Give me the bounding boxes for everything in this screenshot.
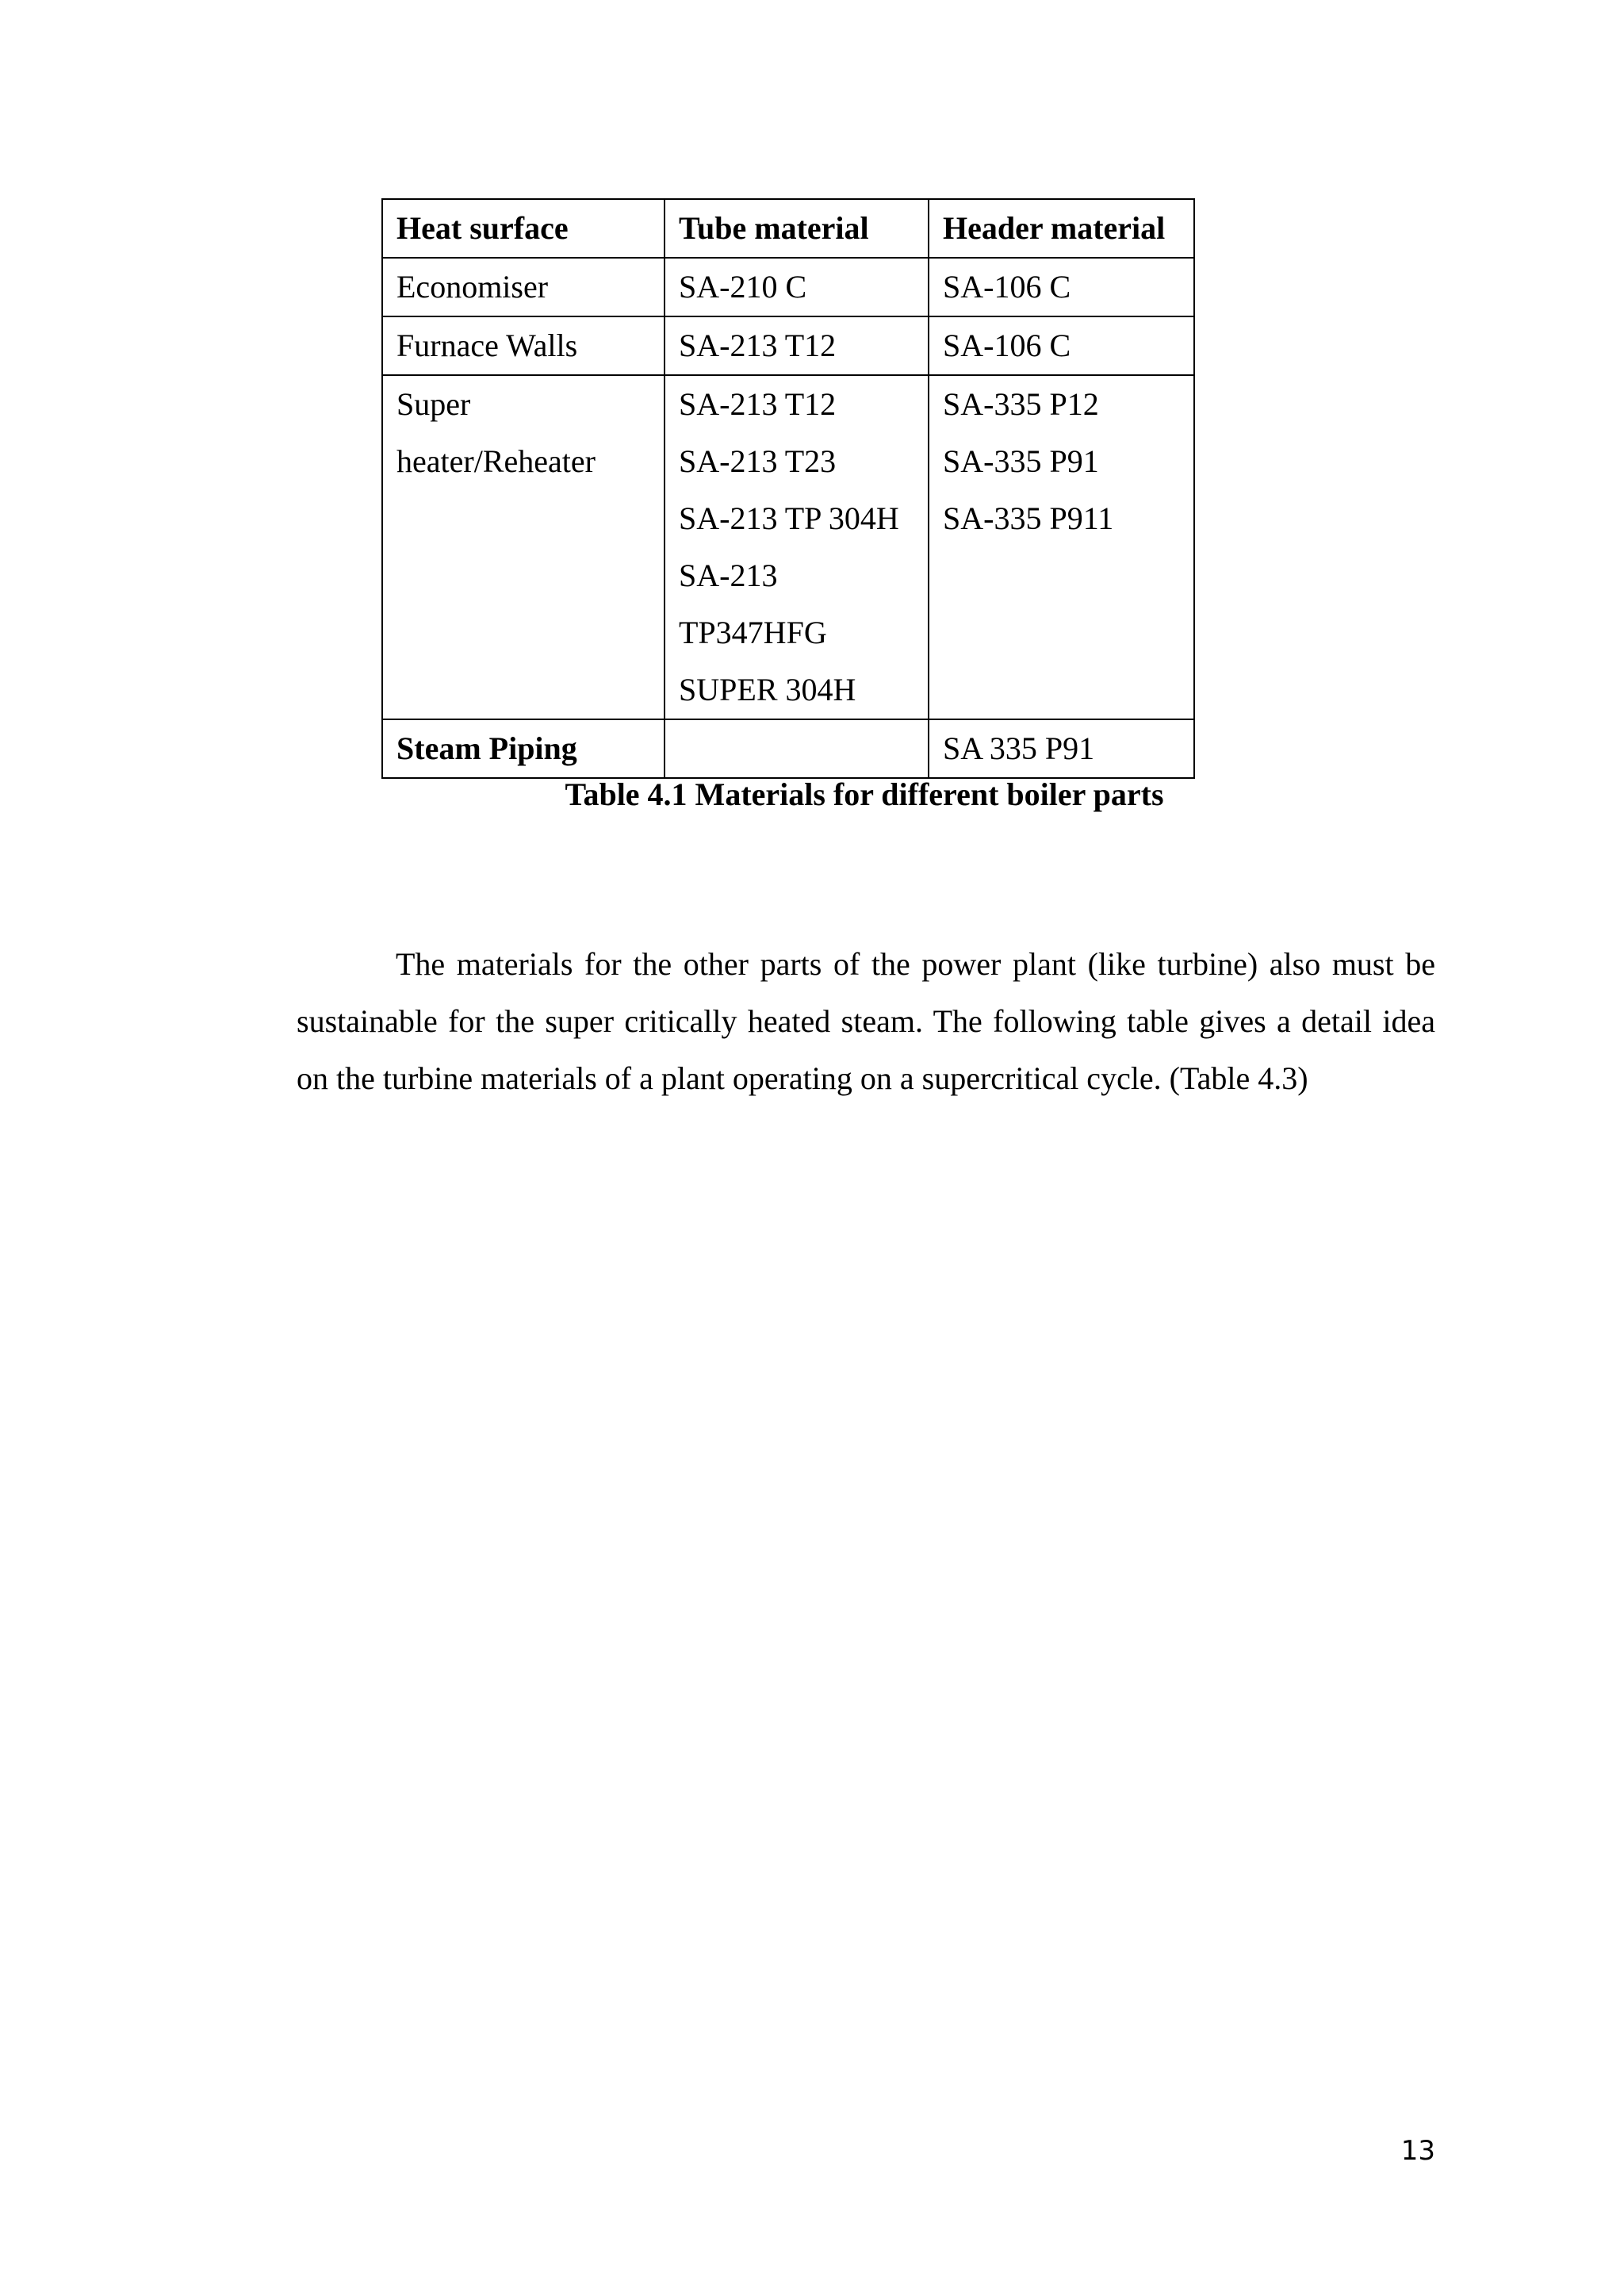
table-row (382, 316, 1194, 375)
cell-heat-surface (382, 719, 665, 778)
cell-text: Economiser (396, 269, 549, 305)
cell-header-material (929, 719, 1194, 778)
cell-tube-material (665, 719, 929, 778)
cell-heat-surface (382, 316, 665, 375)
cell-text: SA-213 T12 (679, 328, 837, 363)
cell-text: heater/Reheater (396, 443, 596, 479)
cell-text: SA-210 C (679, 269, 807, 305)
cell-text: Furnace Walls (396, 328, 578, 363)
cell-text: SA-213 TP 304H (679, 500, 899, 536)
header-header-material: Header material (929, 199, 1194, 258)
cell-text: TP347HFG (679, 615, 827, 650)
cell-text (679, 720, 928, 777)
cell-text: SA-335 P12 (943, 386, 1099, 422)
table-header-row (382, 199, 1194, 258)
cell-text: SA-106 C (943, 269, 1071, 305)
table-row (382, 375, 1194, 719)
header-heat-surface: Heat surface (382, 199, 665, 258)
cell-heat-surface (382, 258, 665, 316)
cell-heat-surface (382, 375, 665, 719)
cell-text: SUPER 304H (679, 672, 856, 707)
cell-tube-material (665, 316, 929, 375)
cell-text: SA 335 P91 (943, 730, 1095, 766)
cell-header-material (929, 375, 1194, 719)
cell-text: SA-106 C (943, 328, 1071, 363)
cell-tube-material (665, 375, 929, 719)
cell-text: SA-213 T23 (679, 443, 837, 479)
cell-text: SA-213 (679, 558, 778, 593)
table-row (382, 258, 1194, 316)
header-tube-material: Tube material (665, 199, 929, 258)
cell-tube-material (665, 258, 929, 316)
body-paragraph: The materials for the other parts of the power plant (like turbine) also must be sustainable for the super critically heated steam. The following table gives a detail idea on the turbine materials of a plant operating on a supercritical cycle. (Table 4.3) (297, 946, 1435, 1096)
cell-header-material (929, 316, 1194, 375)
page-number: 13 (1400, 2135, 1435, 2167)
cell-text: SA-335 P91 (943, 443, 1099, 479)
table-row (382, 719, 1194, 778)
cell-text: Super (396, 386, 471, 422)
cell-text: Steam Piping (396, 730, 577, 766)
cell-text: SA-335 P911 (943, 500, 1114, 536)
cell-header-material (929, 258, 1194, 316)
table-caption: Table 4.1 Materials for different boiler parts (565, 776, 1164, 812)
cell-text: SA-213 T12 (679, 386, 837, 422)
materials-table (381, 198, 1195, 779)
